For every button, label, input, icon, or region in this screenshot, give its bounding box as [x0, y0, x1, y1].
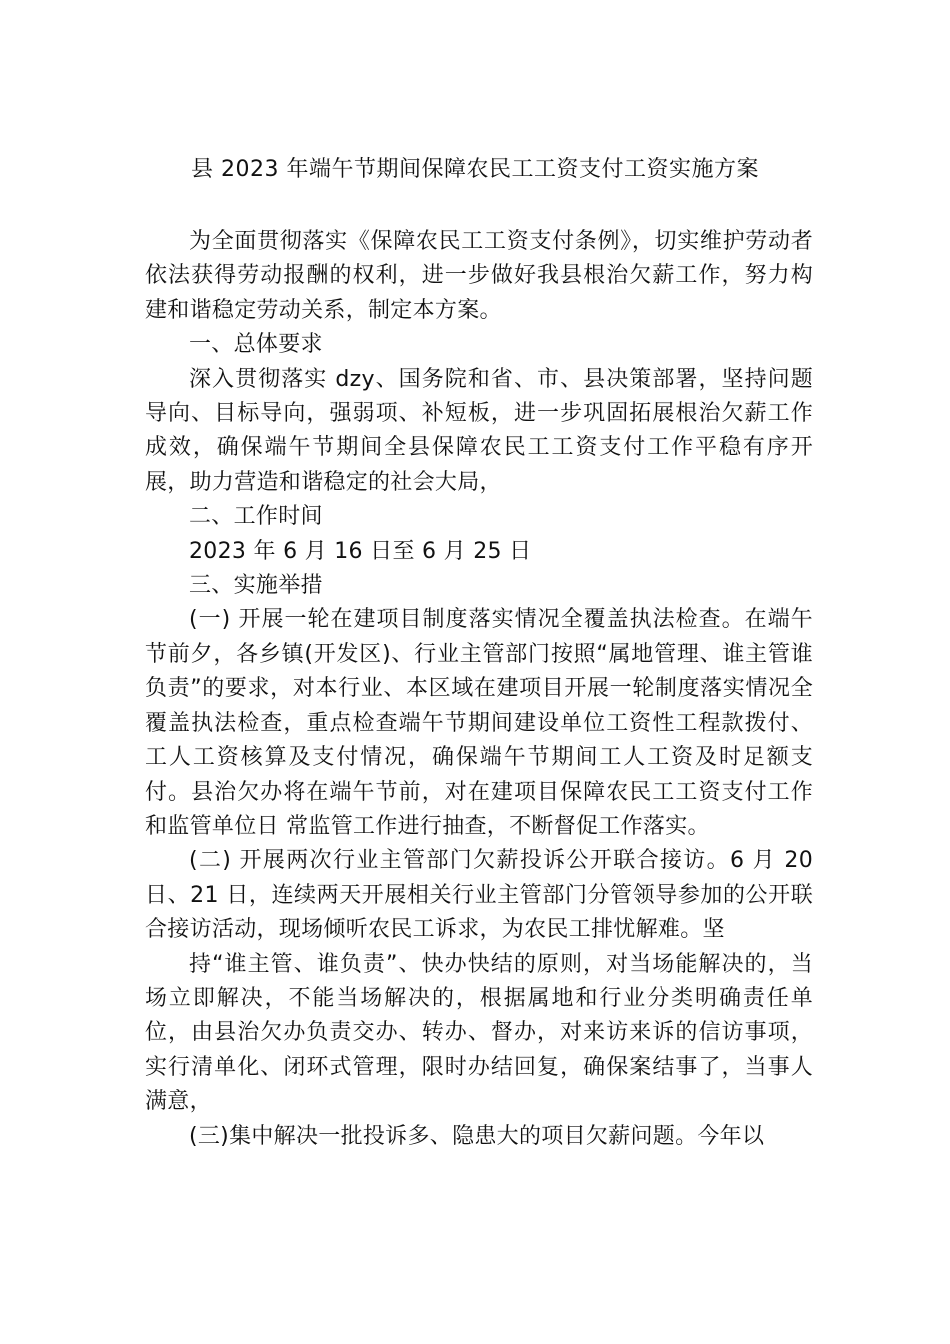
paragraph-measure-1: (一) 开展一轮在建项目制度落实情况全覆盖执法检查。在端午节前夕，各乡镇(开发区)、行业主管部门按照“属地管理、谁主管谁负责”的要求，对本行业、本区域在建项目开展一轮制度落实情况全覆盖执法检查，重点检查端午节期间建设单位工资性工程款拨付、工人工资核算及支付情况，确保端午节期间工人工资及时足额支付。县治欠办将在端午节前，对在建项目保障农民工工资支付工作和监管单位日 常监管工作进行抽查，不断督促工作落实。 [145, 607, 813, 839]
paragraph-measure-2: (二) 开展两次行业主管部门欠薪投诉公开联合接访。6 月 20 日、21 日，连续两天开展相关行业主管部门分管领导参加的公开联合接访活动，现场倾听农民工诉求，为农民工排忧解难。坚 [145, 848, 813, 943]
section-heading-measures: 三、实施举措 [189, 573, 323, 599]
paragraph-general-requirements: 深入贯彻落实 dzy、国务院和省、市、县决策部署，坚持问题导向、目标导向，强弱项、补短板，进一步巩固拓展根治欠薪工作成效，确保端午节期间全县保障农民工工资支付工作平稳有序开展，助力营造和谐稳定的社会大局， [145, 366, 813, 495]
section-heading-general-requirements: 一、总体要求 [189, 332, 323, 358]
document-title: 县 2023 年端午节期间保障农民工工资支付工资实施方案 [191, 157, 759, 182]
document-body [145, 225, 813, 1154]
paragraph-measure-3: (三)集中解决一批投诉多、隐患大的项目欠薪问题。今年以 [189, 1123, 765, 1149]
paragraph-intro: 为全面贯彻落实《保障农民工工资支付条例》，切实维护劳动者依法获得劳动报酬的权利，进一步做好我县根治欠薪工作，努力构建和谐稳定劳动关系，制定本方案。 [145, 229, 813, 323]
section-heading-work-time: 二、工作时间 [189, 504, 323, 530]
paragraph-measure-2-continued: 持“谁主管、谁负责”、快办快结的原则，对当场能解决的，当场立即解决，不能当场解决的，根据属地和行业分类明确责任单位，由县治欠办负责交办、转办、督办，对来访来诉的信访事项，实行清单化、闭环式管理，限时办结回复，确保案结事了，当事人满意， [145, 951, 813, 1115]
paragraph-work-time: 2023 年 6 月 16 日至 6 月 25 日 [189, 538, 532, 564]
